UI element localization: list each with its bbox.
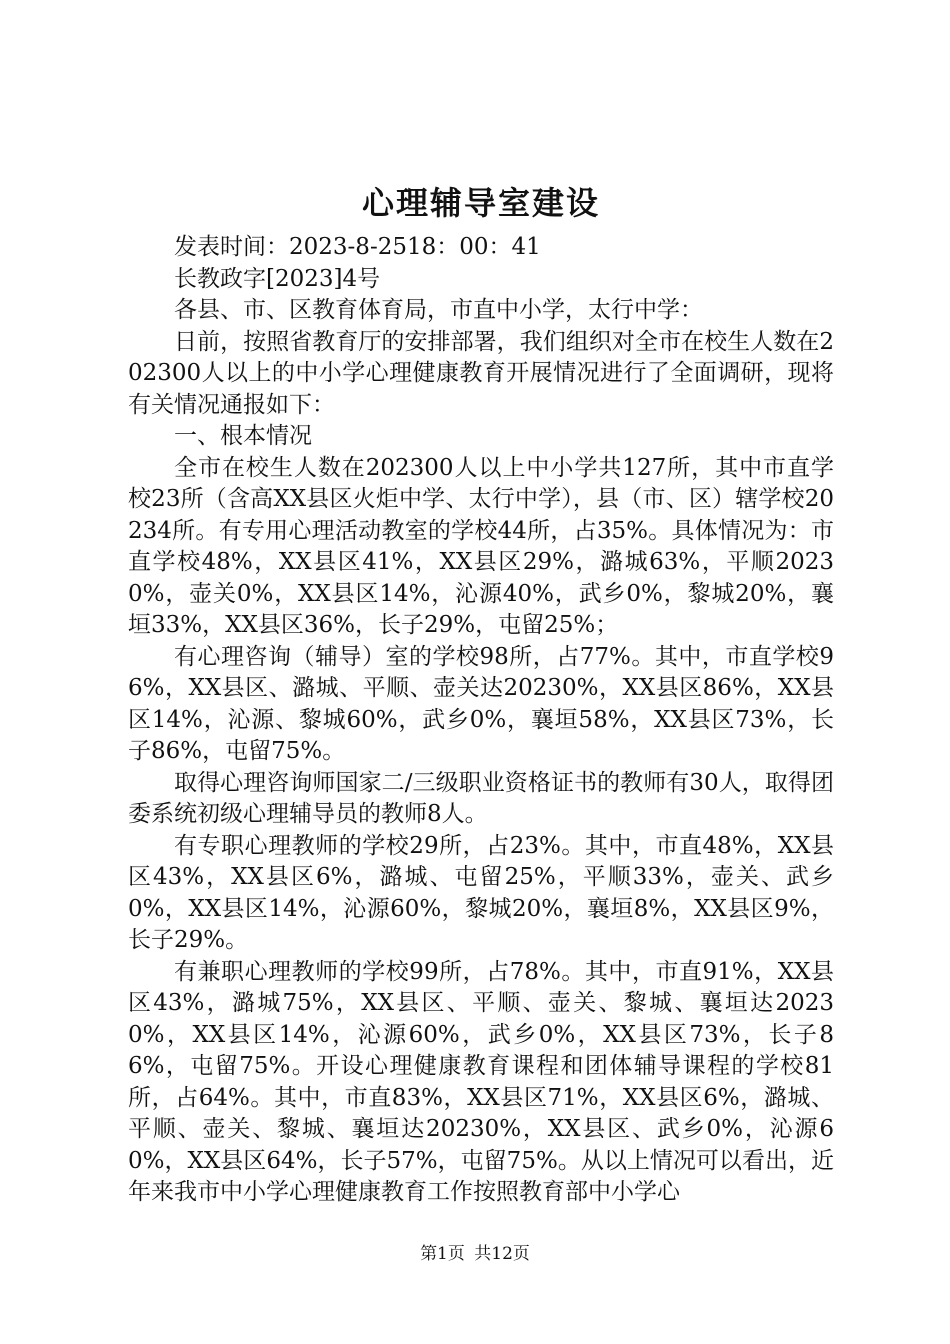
document-body xyxy=(128,180,834,1209)
page-number: 第1页 xyxy=(420,1244,465,1264)
section-heading: 一、根本情况 xyxy=(174,423,312,449)
body-paragraph: 有兼职心理教师的学校99所，占78%。其中，市直91%，XX县区43%，潞城75%，XX县区、平顺、壶关、黎城、襄垣达20230%，XX县区14%，沁源60%，武乡0%，XX县区73%，长子86%，屯留75%。开设心理健康教育课程和团体辅导课程的学校81所，占64%。其中，市直83%，XX县区71%，XX县区6%，潞城、平顺、壶关、黎城、襄垣达20230%，XX县区、武乡0%，沁源60%，XX县区64%，长子57%，屯留75%。从以上情况可以看出，近年来我市中小学心理健康教育工作按照教育部中小学心 xyxy=(128,958,834,1205)
intro-paragraph: 日前，按照省教育厅的安排部署，我们组织对全市在校生人数在202300人以上的中小学心理健康教育开展情况进行了全面调研，现将有关情况通报如下： xyxy=(128,328,834,418)
publish-time: 发表时间：2023-8-2518：00：41 xyxy=(174,234,541,260)
body-paragraph: 有专职心理教师的学校29所，占23%。其中，市直48%，XX县区43%，XX县区6%，潞城、屯留25%，平顺33%，壶关、武乡0%，XX县区14%，沁源60%，黎城20%，襄垣8%，XX县区9%，长子29%。 xyxy=(128,832,834,953)
addressee: 各县、市、区教育体育局，市直中小学，太行中学： xyxy=(174,297,703,323)
document-title: 心理辅导室建设 xyxy=(361,184,600,222)
body-paragraph: 全市在校生人数在202300人以上中小学共127所，其中市直学校23所（含高XX县区火炬中学、太行中学），县（市、区）辖学校20234所。有专用心理活动教室的学校44所，占35%。具体情况为：市直学校48%，XX县区41%，XX县区29%，潞城63%，平顺20230%，壶关0%，XX县区14%，沁源40%，武乡0%，黎城20%，襄垣33%，XX县区36%，长子29%，屯留25%； xyxy=(128,454,834,638)
page-footer xyxy=(0,1242,950,1266)
page-total: 共12页 xyxy=(474,1244,530,1264)
body-paragraph: 有心理咨询（辅导）室的学校98所，占77%。其中，市直学校96%，XX县区、潞城、平顺、壶关达20230%，XX县区86%，XX县区14%，沁源、黎城60%，武乡0%，襄垣58%，XX县区73%，长子86%，屯留75%。 xyxy=(128,643,834,764)
document-number: 长教政字[2023]4号 xyxy=(174,265,381,292)
body-paragraph: 取得心理咨询师国家二/三级职业资格证书的教师有30人，取得团委系统初级心理辅导员的教师8人。 xyxy=(128,769,834,827)
